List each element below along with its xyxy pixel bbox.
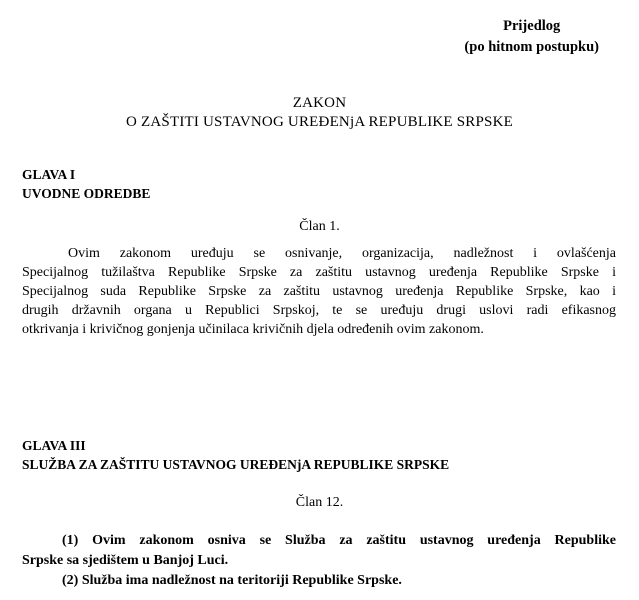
- article-1-paragraph: [22, 244, 616, 339]
- paragraph-line: Specijalnog suda Republike Srpske za zaštitu ustavnog uređenja Republike Srpske, kao i: [22, 284, 616, 299]
- chapter-1-heading: UVODNE ODREDBE: [22, 186, 151, 201]
- chapter-3-heading: SLUŽBA ZA ZAŠTITU USTAVNOG UREĐENjA REPUBLIKE SRPSKE: [22, 457, 450, 472]
- law-title-line2: O ZAŠTITI USTAVNOG UREĐENjA REPUBLIKE SRPSKE: [126, 114, 513, 130]
- paragraph-line: Specijalnog tužilaštva Republike Srpske za zaštitu ustavnog uređenja Republike Srpske i: [22, 265, 616, 280]
- paragraph-line: Srpske sa sjedištem u Banjoj Luci.: [22, 553, 229, 568]
- chapter-3-label: GLAVA III: [22, 438, 86, 453]
- chapter-1-label: GLAVA I: [22, 167, 76, 182]
- paragraph-line: (2) Služba ima nadležnost na teritoriji Republike Srpske.: [62, 573, 402, 588]
- procedure-label: (po hitnom postupku): [464, 39, 599, 55]
- paragraph-line: Ovim zakonom uređuju se osnivanje, organizacija, nadležnost i ovlašćenja: [68, 246, 616, 261]
- chapter-3: [22, 436, 449, 474]
- proposal-header: [464, 16, 599, 58]
- law-title-line1: ZAKON: [292, 95, 347, 111]
- article-12-paragraph: [22, 531, 616, 591]
- article-12-label: Član 12.: [295, 495, 344, 510]
- paragraph-line: drugih državnih organa u Republici Srpskoj, te se uređuju drugi uslovi radi efikasnog: [22, 303, 616, 318]
- proposal-label: Prijedlog: [503, 18, 561, 34]
- law-title: [0, 94, 639, 132]
- article-1-label: Član 1.: [299, 219, 340, 234]
- paragraph-line: otkrivanja i krivičnog gonjenja učinilaca krivičnih djela određenih ovim zakonom.: [22, 322, 484, 337]
- paragraph-line: (1) Ovim zakonom osniva se Služba za zaštitu ustavnog uređenja Republike: [62, 533, 616, 548]
- chapter-1: [22, 165, 150, 203]
